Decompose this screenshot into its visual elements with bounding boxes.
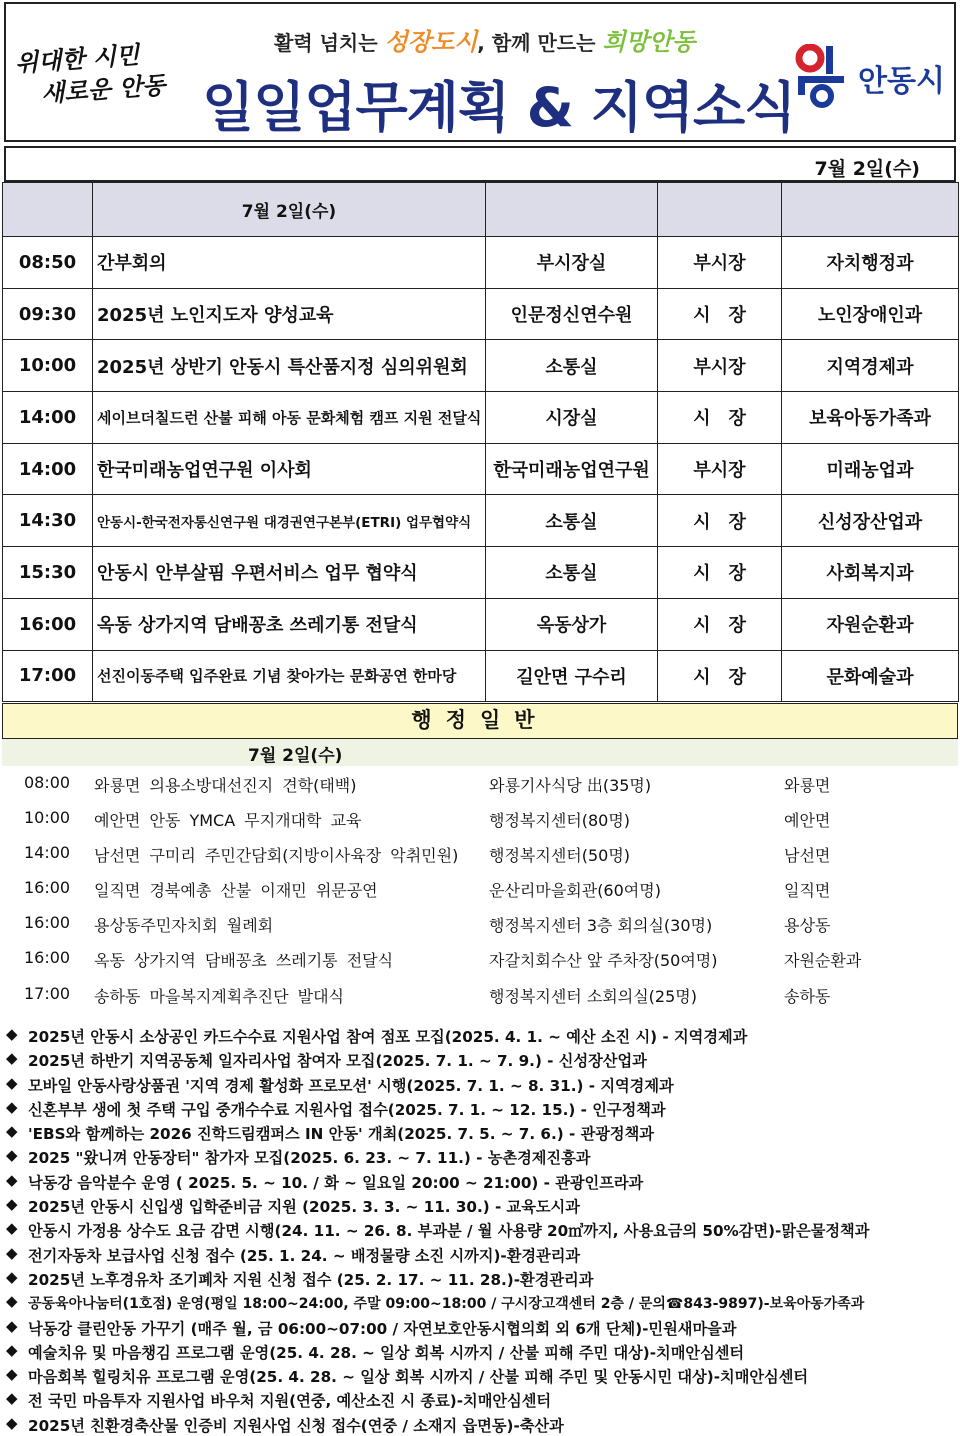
notice-item — [0, 1267, 960, 1291]
notice-text: 낙동강 클린안동 가꾸기 (매주 월, 금 06:00~07:00 / 자연보호안동시협의회 외 6개 단체)-민원새마을과 — [28, 1319, 737, 1338]
schedule-place: 길안면 구수리 — [486, 650, 658, 702]
admin-event: 일직면 경북예총 산불 이재민 위문공연 — [94, 881, 378, 901]
diamond-bullet-icon: ◆ — [6, 1122, 18, 1141]
diamond-bullet-icon: ◆ — [6, 1340, 18, 1359]
admin-row — [0, 836, 960, 871]
schedule-dept: 미래농업과 — [782, 443, 959, 495]
notice-text: 마음회복 힐링치유 프로그램 운영(25. 4. 28. ~ 일상 회복 시까지 / 산불 피해 주민 및 안동시민 대상)-치매안심센터 — [28, 1368, 809, 1387]
schedule-dept: 문화예술과 — [782, 650, 959, 702]
admin-place: 행정복지센터(50명) — [489, 846, 631, 866]
admin-time: 08:00 — [24, 773, 71, 792]
admin-row — [0, 941, 960, 976]
schedule-time: 14:00 — [3, 392, 93, 444]
slogan-left — [14, 36, 178, 111]
schedule-place: 부시장실 — [486, 237, 658, 289]
diamond-bullet-icon: ◆ — [6, 1413, 18, 1432]
diamond-bullet-icon: ◆ — [6, 1049, 18, 1068]
schedule-dept: 지역경제과 — [782, 340, 959, 392]
notice-item — [0, 1194, 960, 1218]
diamond-bullet-icon: ◆ — [6, 1316, 18, 1335]
schedule-time: 09:30 — [3, 288, 93, 340]
schedule-header-date: 7월 2일(수) — [93, 183, 486, 237]
schedule-table — [2, 182, 959, 702]
andong-logo-icon — [794, 44, 854, 108]
admin-time: 16:00 — [24, 878, 71, 898]
diamond-bullet-icon: ◆ — [6, 1389, 18, 1408]
schedule-event: 세이브더칠드런 산불 피해 아동 문화체험 캠프 지원 전달식 — [93, 392, 486, 444]
diamond-bullet-icon: ◆ — [6, 1292, 18, 1311]
admin-event: 송하동 마을복지계획추진단 발대식 — [94, 986, 345, 1006]
schedule-dept: 자원순환과 — [782, 598, 959, 650]
date-bar — [4, 146, 956, 182]
diamond-bullet-icon: ◆ — [6, 1195, 18, 1214]
slogan-left-line1: 위대한 시민 — [14, 39, 141, 78]
schedule-dept: 보육아동가족과 — [782, 392, 959, 444]
schedule-event: 2025년 상반기 안동시 특산품지정 심의위원회 — [93, 340, 486, 392]
schedule-attendee: 부시장 — [658, 237, 782, 289]
admin-section-title: 행정일반 — [2, 703, 958, 739]
admin-row — [0, 801, 960, 836]
notice-item — [0, 1170, 960, 1194]
notice-item — [0, 1388, 960, 1412]
admin-event: 남선면 구미리 주민간담회(지방이사육장 악취민원) — [94, 846, 459, 866]
notice-item — [0, 1073, 960, 1097]
page-title: 일일업무계획 & 지역소식 — [202, 76, 796, 139]
admin-row — [0, 766, 960, 801]
notice-text: 2025년 안동시 신입생 입학준비금 지원 (2025. 3. 3. ~ 11. 30.) - 교육도시과 — [28, 1198, 580, 1217]
admin-time: 16:00 — [24, 913, 71, 933]
admin-place: 행정복지센터 3층 회의실(30명) — [489, 916, 713, 936]
schedule-row — [3, 650, 959, 702]
admin-dept: 자원순환과 — [784, 951, 862, 971]
notice-text: 예술치유 및 마음챙김 프로그램 운영(25. 4. 28. ~ 일상 회복 시까지 / 산불 피해 주민 대상)-치매안심센터 — [28, 1343, 745, 1362]
diamond-bullet-icon: ◆ — [6, 1365, 18, 1384]
header-cell-empty — [782, 183, 959, 237]
notice-item — [0, 1024, 960, 1048]
notice-item — [0, 1340, 960, 1364]
schedule-row — [3, 598, 959, 650]
slogan-highlight-hope: 희망안동 — [602, 28, 696, 56]
admin-dept: 일직면 — [784, 881, 831, 901]
schedule-place: 한국미래농업연구원 — [486, 443, 658, 495]
admin-time: 17:00 — [24, 983, 71, 1003]
schedule-row — [3, 443, 959, 495]
schedule-event: 안동시-한국전자통신연구원 대경권연구본부(ETRI) 업무협약식 — [93, 495, 486, 547]
schedule-event: 옥동 상가지역 담배꽁초 쓰레기통 전달식 — [93, 598, 486, 650]
header-cell-empty — [658, 183, 782, 237]
schedule-place: 소통실 — [486, 340, 658, 392]
page-header — [4, 2, 956, 142]
schedule-event: 안동시 안부살핌 우편서비스 업무 협약식 — [93, 547, 486, 599]
schedule-event: 간부회의 — [93, 237, 486, 289]
schedule-row — [3, 392, 959, 444]
admin-place: 행정복지센터 소회의실(25명) — [489, 986, 697, 1006]
diamond-bullet-icon: ◆ — [6, 1073, 18, 1092]
notice-text: 2025년 노후경유차 조기폐차 지원 신청 접수 (25. 2. 17. ~ 11. 28.)-환경관리과 — [28, 1270, 594, 1289]
schedule-time: 17:00 — [3, 650, 93, 702]
schedule-attendee: 시 장 — [658, 392, 782, 444]
slogan-highlight-growth: 성장도시 — [384, 28, 478, 56]
notice-text: 2025 "왔니껴 안동장터" 참가자 모집(2025. 6. 23. ~ 7. 11.) - 농촌경제진흥과 — [28, 1149, 591, 1168]
andong-city-logo — [794, 44, 954, 108]
notice-text: 2025년 하반기 지역공동체 일자리사업 참여자 모집(2025. 7. 1. ~ 7. 9.) - 신성장산업과 — [28, 1052, 647, 1071]
notice-item — [0, 1243, 960, 1267]
admin-date-bar — [2, 739, 958, 766]
schedule-header-row — [3, 183, 959, 237]
notice-item — [0, 1218, 960, 1242]
header-cell-empty — [3, 183, 93, 237]
diamond-bullet-icon: ◆ — [6, 1097, 18, 1116]
schedule-place: 소통실 — [486, 547, 658, 599]
admin-date: 7월 2일(수) — [248, 746, 343, 766]
schedule-dept: 신성장산업과 — [782, 495, 959, 547]
notice-text: 모바일 안동사랑상품권 '지역 경제 활성화 프로모션' 시행(2025. 7. 1. ~ 8. 31.) - 지역경제과 — [28, 1076, 674, 1095]
schedule-row — [3, 288, 959, 340]
schedule-time: 14:30 — [3, 495, 93, 547]
schedule-time: 10:00 — [3, 340, 93, 392]
notice-text: 2025년 안동시 소상공인 카드수수료 지원사업 참여 점포 모집(2025. 4. 1. ~ 예산 소진 시) - 지역경제과 — [28, 1028, 748, 1046]
admin-dept: 예안면 — [784, 811, 831, 831]
notice-text: 낙동강 음악분수 운영 ( 2025. 5. ~ 10. / 화 ~ 일요일 20:00 ~ 21:00) - 관광인프라과 — [28, 1173, 644, 1192]
admin-row — [0, 977, 960, 1012]
admin-place: 운산리마을회관(60여명) — [489, 881, 661, 901]
notice-text: 전 국민 마음투자 지원사업 바우처 지원(연중, 예산소진 시 종료)-치매안심센터 — [28, 1392, 552, 1411]
diamond-bullet-icon: ◆ — [6, 1267, 18, 1286]
admin-dept: 와룡면 — [784, 776, 831, 795]
notice-text: 'EBS와 함께하는 2026 진학드림캠퍼스 IN 안동' 개최(2025. 7. 5. ~ 7. 6.) - 관광정책과 — [28, 1125, 654, 1144]
logo-text: 안동시 — [858, 64, 945, 99]
schedule-dept: 자치행정과 — [782, 237, 959, 289]
admin-time: 14:00 — [24, 843, 71, 863]
schedule-row — [3, 237, 959, 289]
admin-time: 16:00 — [24, 948, 71, 968]
schedule-place: 인문정신연수원 — [486, 288, 658, 340]
notice-text: 공동육아나눔터(1호점) 운영(평일 18:00~24:00, 주말 09:00~18:00 / 구시장고객센터 2층 / 문의☎843-9897)-보육아동가족과 — [28, 1296, 865, 1313]
admin-time: 10:00 — [24, 808, 71, 828]
diamond-bullet-icon: ◆ — [6, 1170, 18, 1189]
admin-row — [0, 906, 960, 941]
schedule-row — [3, 547, 959, 599]
schedule-dept: 노인장애인과 — [782, 288, 959, 340]
schedule-attendee: 부시장 — [658, 443, 782, 495]
notice-item — [0, 1097, 960, 1121]
schedule-attendee: 시 장 — [658, 598, 782, 650]
schedule-time: 14:00 — [3, 443, 93, 495]
notice-item — [0, 1316, 960, 1340]
schedule-place: 시장실 — [486, 392, 658, 444]
notice-item — [0, 1364, 960, 1388]
admin-place: 자갈치회수산 앞 주차장(50여명) — [489, 951, 718, 971]
admin-dept: 송하동 — [784, 986, 831, 1006]
schedule-place: 소통실 — [486, 495, 658, 547]
diamond-bullet-icon: ◆ — [6, 1146, 18, 1165]
admin-event: 예안면 안동 YMCA 무지개대학 교육 — [94, 811, 362, 831]
admin-event: 용상동주민자치회 월례회 — [94, 916, 274, 936]
notice-item — [0, 1413, 960, 1436]
schedule-attendee: 시 장 — [658, 495, 782, 547]
notice-item — [0, 1291, 960, 1315]
schedule-row — [3, 340, 959, 392]
schedule-time: 15:30 — [3, 547, 93, 599]
schedule-attendee: 시 장 — [658, 650, 782, 702]
admin-place: 행정복지센터(80명) — [489, 811, 631, 831]
notice-text: 신혼부부 생에 첫 주택 구입 중개수수료 지원사업 접수(2025. 7. 1. ~ 12. 15.) - 인구정책과 — [28, 1100, 666, 1119]
diamond-bullet-icon: ◆ — [6, 1243, 18, 1262]
schedule-event: 2025년 노인지도자 양성교육 — [93, 288, 486, 340]
schedule-dept: 사회복지과 — [782, 547, 959, 599]
notice-item — [0, 1048, 960, 1072]
schedule-event: 선진이동주택 입주완료 기념 찾아가는 문화공연 한마당 — [93, 650, 486, 702]
schedule-attendee: 부시장 — [658, 340, 782, 392]
schedule-row — [3, 495, 959, 547]
schedule-event: 한국미래농업연구원 이사회 — [93, 443, 486, 495]
slogan-left-line2: 새로운 안동 — [40, 70, 167, 108]
admin-dept: 남선면 — [784, 846, 831, 866]
notice-text: 전기자동차 보급사업 신청 접수 (25. 1. 24. ~ 배정물량 소진 시까지)-환경관리과 — [28, 1246, 581, 1265]
notice-list — [0, 1024, 960, 1436]
admin-dept: 용상동 — [784, 916, 831, 936]
notice-text: 2025년 친환경축산물 인증비 지원사업 신청 접수(연중 / 소재지 읍면동)-축산과 — [28, 1416, 564, 1435]
schedule-attendee: 시 장 — [658, 547, 782, 599]
admin-place: 와룡기사식당 出(35명) — [489, 776, 652, 795]
schedule-time: 08:50 — [3, 237, 93, 289]
report-date: 7월 2일(수) — [814, 158, 920, 180]
admin-event: 와룡면 의용소방대선진지 견학(태백) — [94, 776, 357, 795]
slogan-top: 활력 넘치는 성장도시, 함께 만드는 희망안동 — [274, 28, 696, 56]
notice-item — [0, 1121, 960, 1145]
diamond-bullet-icon: ◆ — [6, 1219, 18, 1238]
schedule-time: 16:00 — [3, 598, 93, 650]
admin-row — [0, 871, 960, 906]
notice-text: 안동시 가정용 상수도 요금 감면 시행(24. 11. ~ 26. 8. 부과분 / 월 사용량 20㎥까지, 사용요금의 50%감면)-맑은물정책과 — [28, 1222, 870, 1241]
header-cell-empty — [486, 183, 658, 237]
schedule-attendee: 시 장 — [658, 288, 782, 340]
admin-list — [0, 766, 960, 1012]
diamond-bullet-icon: ◆ — [6, 1025, 18, 1043]
schedule-place: 옥동상가 — [486, 598, 658, 650]
notice-item — [0, 1145, 960, 1169]
admin-event: 옥동 상가지역 담배꽁초 쓰레기통 전달식 — [94, 951, 394, 971]
